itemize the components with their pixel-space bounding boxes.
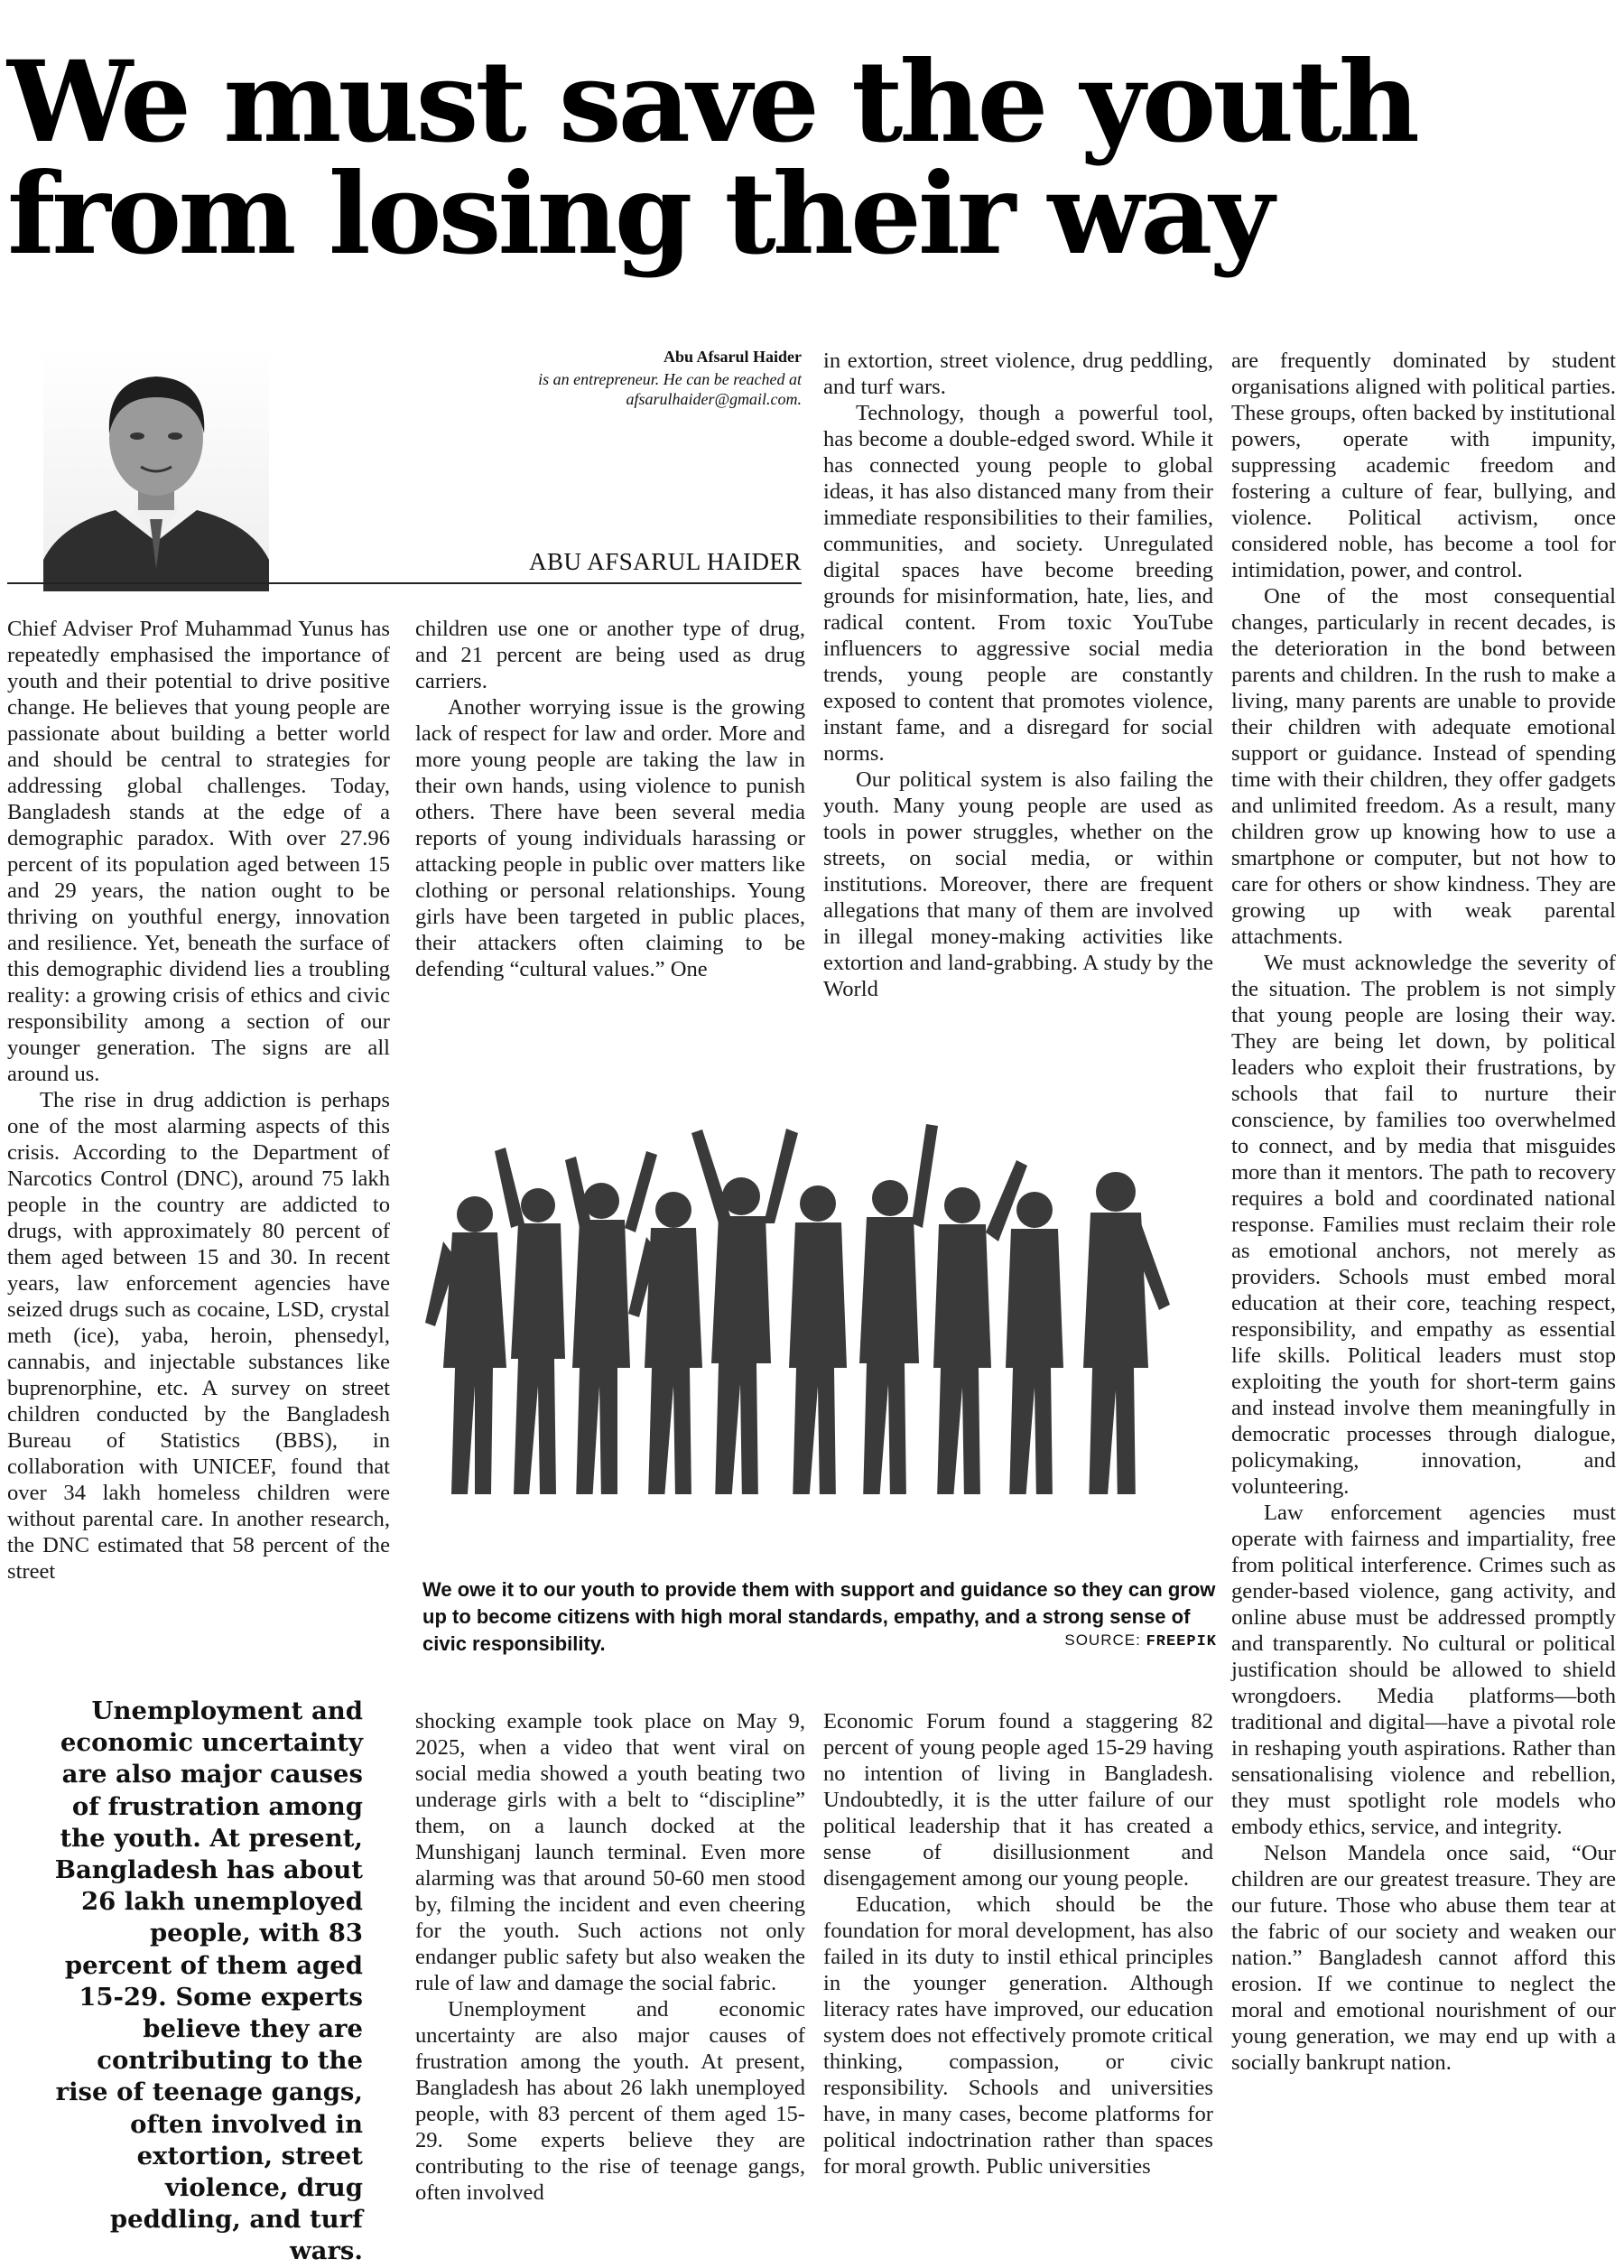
- article-column-2-top: [415, 616, 805, 982]
- paragraph: One of the most consequential changes, particularly in recent decades, is the deterioration in the bond between parents and children. In the rush to make a living, many parents are unable to provide their children with adequate emotional support or guidance. Instead of spending time with their children, they offer gadgets and unlimited freedom. As a result, many children grow up knowing how to use a smartphone or computer, but not how to care for others or show kindness. They are growing up with weak parental attachments.: [1231, 584, 1616, 949]
- article-column-4: [1231, 348, 1616, 2076]
- author-byline: ABU AFSARUL HAIDER: [528, 548, 802, 575]
- paragraph: in extortion, street violence, drug peddling, and turf wars.: [823, 349, 1213, 399]
- article-column-2-bottom: [415, 1708, 805, 2206]
- paragraph: are frequently dominated by student organisations aligned with political parties. These groups, often backed by institutional powers, operate with impunity, suppressing academic freedom and fostering a culture of fear, bullying, and violence. Political activism, once considered noble, has become a tool for intimidation, power, and control.: [1231, 349, 1616, 582]
- article-column-1: [7, 616, 390, 1585]
- paragraph: shocking example took place on May 9, 2025, when a video that went viral on social media showed a youth beating two underage girls with a belt to “discipline” them, on a launch docked at the Munshiganj launch terminal. Even more alarming was that around 50-60 men stood by, filming the incident and even cheering for the youth. Such actions not only endanger public safety but also weaken the rule of law and damage the social fabric.: [415, 1709, 805, 1995]
- youth-silhouettes-image: [421, 1097, 1215, 1566]
- paragraph: children use one or another type of drug, and 21 percent are being used as drug carriers.: [415, 617, 805, 693]
- paragraph: Our political system is also failing the youth. Many young people are used as tools in power struggles, whether on the streets, on social media, or within institutions. Moreover, there are frequent allegations that many of them are involved in illegal money-making activities like extortion and land-grabbing. A study by the World: [823, 767, 1213, 1001]
- headline: [7, 37, 1614, 280]
- article-column-3-top: [823, 348, 1213, 1002]
- headline-line-1: We must save the youth: [7, 37, 1416, 168]
- pull-quote: Unemployment and economic uncertainty are also major causes of frustration among the youth. At present, Bangladesh has about 26 lakh unemployed people, with 83 percent of them aged 15-29. Some experts believe they are contributing to the rise of teenage gangs, often involved in extortion, street violence, drug peddling, and turf wars.: [54, 1696, 363, 2266]
- paragraph: Education, which should be the foundation for moral development, has also failed in its duty to instil ethical principles in the younger generation. Although literacy rates have improved, our education system does not effectively promote critical thinking, compassion, or civic responsibility. Schools and universities have, in many cases, become platforms for political indoctrination rather than spaces for moral growth. Public universities: [823, 1892, 1213, 2179]
- paragraph: Technology, though a powerful tool, has become a double-edged sword. While it has connected young people to global ideas, it has also distanced many from their immediate responsibilities to their families, communities, and society. Unregulated digital spaces have become breeding grounds for misinformation, hate, lies, and radical content. From toxic YouTube influencers to aggressive social media trends, young people are constantly exposed to content that promotes violence, instant fame, and a disregard for social norms.: [823, 401, 1213, 766]
- headline-line-2: from losing their way: [7, 149, 1271, 280]
- paragraph: Unemployment and economic uncertainty are also major causes of frustration among the youth. At present, Bangladesh has about 26 lakh unemployed people, with 83 percent of them aged 15-29. Some experts believe they are contributing to the rise of teenage gangs, often involved: [415, 1997, 805, 2205]
- paragraph: The rise in drug addiction is perhaps one of the most alarming aspects of this crisis. According to the Department of Narcotics Control (DNC), around 75 lakh people in the country are addicted to drugs, with approximately 80 percent of them aged between 15 and 30. In recent years, law enforcement agencies have seized drugs such as cocaine, LSD, crystal meth (ice), yaba, heroin, phensedyl, cannabis, and injectable substances like buprenorphine, etc. A survey on street children conducted by the Bangladesh Bureau of Statistics (BBS), in collaboration with UNICEF, found that over 34 lakh homeless children were without parental care. In another research, the DNC estimated that 58 percent of the street: [7, 1088, 390, 1584]
- image-source: SOURCE: FREEPIK: [1064, 1631, 1217, 1650]
- byline-box: [7, 348, 802, 591]
- paragraph: Chief Adviser Prof Muhammad Yunus has repeatedly emphasised the importance of youth and their potential to drive positive change. He believes that young people are passionate about building a better world and should be central to strategies for addressing global challenges. Today, Bangladesh stands at the edge of a demographic paradox. With over 27.96 percent of its population aged between 15 and 29 years, the nation ought to be thriving on youthful energy, innovation and resilience. Yet, beneath the surface of this demographic dividend lies a troubling reality: a growing crisis of ethics and civic responsibility among a section of our younger generation. The signs are all around us.: [7, 617, 390, 1086]
- author-bio: is an entrepreneur. He can be reached at afsarulhaider@gmail.com.: [538, 370, 802, 408]
- paragraph: Nelson Mandela once said, “Our children are our greatest treasure. They are our future. Those who abuse them tear at the fabric of our society and weaken our nation.” Bangladesh cannot afford this erosion. If we continue to neglect the moral and emotional nourishment of our young generation, we may end up with a socially bankrupt nation.: [1231, 1841, 1616, 2075]
- paragraph: We must acknowledge the severity of the situation. The problem is not simply that young people are losing their way. They are being let down, by political leaders who exploit their frustrations, by schools that fail to nurture their conscience, by families too overwhelmed to connect, and by media that misguides more than it mentors. The path to recovery requires a bold and coordinated national response. Families must reclaim their role as emotional anchors, not merely as providers. Schools must embed moral education at their core, teaching respect, responsibility, and empathy as essential life skills. Political leaders must stop exploiting the youth for short-term gains and instead involve them meaningfully in democratic processes through dialogue, policymaking, innovation, and volunteering.: [1231, 951, 1616, 1499]
- article-column-3-bottom: [823, 1708, 1213, 2180]
- paragraph: Another worrying issue is the growing lack of respect for law and order. More and more young people are taking the law in their own hands, using violence to punish others. There have been several media reports of young individuals harassing or attacking people in public over matters like clothing or personal relationships. Young girls have been targeted in public places, their attackers often claiming to be defending “cultural values.” One: [415, 695, 805, 981]
- divider: [7, 582, 802, 584]
- paragraph: Law enforcement agencies must operate with fairness and impartiality, free from political interference. Crimes such as gender-based violence, gang activity, and online abuse must be addressed promptly and transparently. No cultural or political justification should be allowed to shield wrongdoers. Media platforms—both traditional and digital—have a pivotal role in reshaping youth aspirations. Rather than sensationalising violence and rebellion, they must spotlight role models who embody ethics, service, and integrity.: [1231, 1501, 1616, 1839]
- author-portrait: [43, 348, 269, 591]
- paragraph: Economic Forum found a staggering 82 percent of young people aged 15-29 having no intention of living in Bangladesh. Undoubtedly, it is the utter failure of our political leadership that it has created a sense of disillusionment and disengagement among our young people.: [823, 1709, 1213, 1891]
- figure-caption: We owe it to our youth to provide them with support and guidance so they can grow up to become citizens with high moral standards, empathy, and a strong sense of civic responsibility. SOURCE: FREEPIK: [422, 1578, 1217, 1655]
- author-name: Abu Afsarul Haider: [663, 348, 802, 366]
